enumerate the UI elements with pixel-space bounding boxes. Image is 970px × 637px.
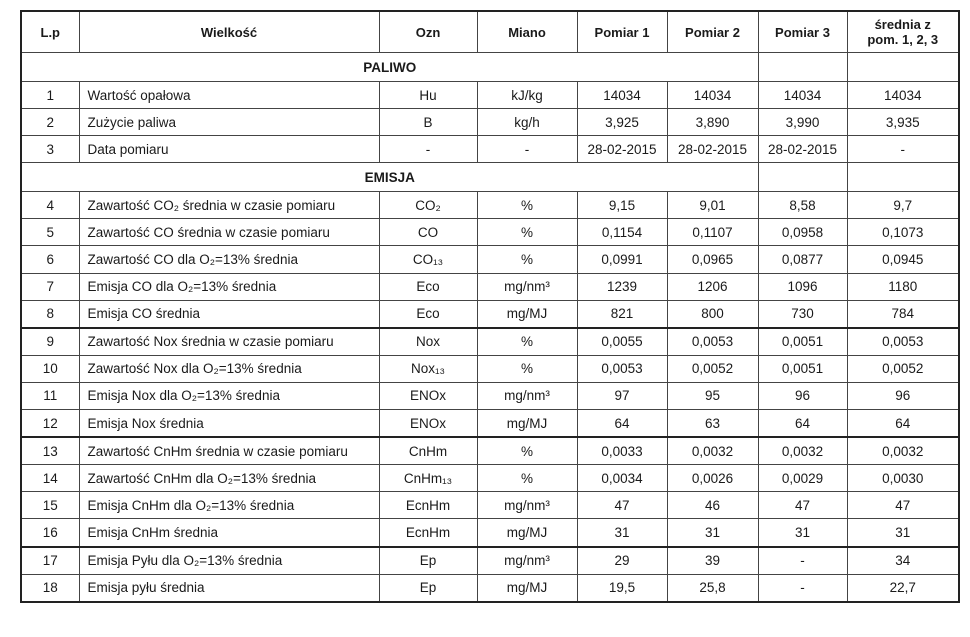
cell-pomiar-1: 19,5 xyxy=(577,574,667,602)
table-row xyxy=(21,300,959,328)
cell-pomiar-3: - xyxy=(758,574,847,602)
table-row xyxy=(21,328,959,356)
header-pomiar-3: Pomiar 3 xyxy=(758,11,847,53)
cell-srednia: 0,1073 xyxy=(847,219,959,246)
cell-miano: % xyxy=(477,437,577,465)
cell-ozn: Eco xyxy=(379,300,477,328)
cell-lp: 14 xyxy=(21,465,79,492)
cell-pomiar-1: 821 xyxy=(577,300,667,328)
cell-pomiar-3: 3,990 xyxy=(758,109,847,136)
cell-pomiar-2: 0,0026 xyxy=(667,465,758,492)
cell-pomiar-1: 1239 xyxy=(577,273,667,300)
cell-miano: mg/nm³ xyxy=(477,492,577,519)
cell-miano: % xyxy=(477,246,577,273)
cell-wielkosc: Zawartość Nox dla O₂=13% średnia xyxy=(79,355,379,382)
cell-ozn: CnHm xyxy=(379,437,477,465)
table-row xyxy=(21,82,959,109)
cell-miano: mg/nm³ xyxy=(477,547,577,575)
cell-pomiar-2: 39 xyxy=(667,547,758,575)
cell-pomiar-3: - xyxy=(758,547,847,575)
table-body xyxy=(21,53,959,602)
cell-pomiar-1: 0,0034 xyxy=(577,465,667,492)
cell-pomiar-3: 96 xyxy=(758,382,847,409)
cell-miano: kJ/kg xyxy=(477,82,577,109)
cell-lp: 2 xyxy=(21,109,79,136)
cell-pomiar-3: 0,0032 xyxy=(758,437,847,465)
cell-pomiar-1: 31 xyxy=(577,519,667,547)
cell-pomiar-3: 0,0958 xyxy=(758,219,847,246)
cell-wielkosc: Emisja CnHm dla O₂=13% średnia xyxy=(79,492,379,519)
table-row xyxy=(21,219,959,246)
cell-ozn: Nox xyxy=(379,328,477,356)
cell-lp: 17 xyxy=(21,547,79,575)
header-pomiar-1: Pomiar 1 xyxy=(577,11,667,53)
cell-ozn: ENOx xyxy=(379,410,477,438)
cell-pomiar-1: 28-02-2015 xyxy=(577,136,667,163)
cell-pomiar-1: 0,1154 xyxy=(577,219,667,246)
cell-pomiar-3: 0,0051 xyxy=(758,355,847,382)
header-wielkosc: Wielkość xyxy=(79,11,379,53)
cell-pomiar-2: 800 xyxy=(667,300,758,328)
header-pomiar-2: Pomiar 2 xyxy=(667,11,758,53)
cell-wielkosc: Zawartość Nox średnia w czasie pomiaru xyxy=(79,328,379,356)
cell-pomiar-1: 0,0033 xyxy=(577,437,667,465)
cell-miano: mg/MJ xyxy=(477,519,577,547)
section-title-paliwo: PALIWO xyxy=(21,53,758,82)
cell-pomiar-2: 31 xyxy=(667,519,758,547)
cell-wielkosc: Emisja Nox średnia xyxy=(79,410,379,438)
cell-wielkosc: Emisja Nox dla O₂=13% średnia xyxy=(79,382,379,409)
table-row xyxy=(21,519,959,547)
section-title-emisja: EMISJA xyxy=(21,163,758,192)
table-row xyxy=(21,410,959,438)
cell-miano: mg/MJ xyxy=(477,410,577,438)
cell-miano: - xyxy=(477,136,577,163)
cell-pomiar-2: 46 xyxy=(667,492,758,519)
cell-pomiar-3: 31 xyxy=(758,519,847,547)
table-row xyxy=(21,109,959,136)
cell-lp: 3 xyxy=(21,136,79,163)
cell-ozn: CO xyxy=(379,219,477,246)
cell-ozn: Nox₁₃ xyxy=(379,355,477,382)
section-empty-cell xyxy=(847,53,959,82)
section-row-paliwo xyxy=(21,53,959,82)
cell-wielkosc: Emisja pyłu średnia xyxy=(79,574,379,602)
cell-ozn: Ep xyxy=(379,574,477,602)
cell-pomiar-1: 0,0053 xyxy=(577,355,667,382)
cell-pomiar-1: 47 xyxy=(577,492,667,519)
cell-miano: % xyxy=(477,465,577,492)
table-row xyxy=(21,355,959,382)
cell-pomiar-1: 0,0991 xyxy=(577,246,667,273)
cell-srednia: 22,7 xyxy=(847,574,959,602)
cell-pomiar-2: 0,0053 xyxy=(667,328,758,356)
cell-srednia: - xyxy=(847,136,959,163)
measurement-table xyxy=(20,10,960,603)
cell-pomiar-2: 9,01 xyxy=(667,192,758,219)
cell-srednia: 3,935 xyxy=(847,109,959,136)
cell-lp: 4 xyxy=(21,192,79,219)
cell-pomiar-2: 0,0965 xyxy=(667,246,758,273)
header-srednia: średnia z pom. 1, 2, 3 xyxy=(847,11,959,53)
header-ozn: Ozn xyxy=(379,11,477,53)
cell-srednia: 784 xyxy=(847,300,959,328)
cell-pomiar-2: 0,0032 xyxy=(667,437,758,465)
cell-pomiar-1: 0,0055 xyxy=(577,328,667,356)
section-empty-cell xyxy=(847,163,959,192)
cell-ozn: CO₂ xyxy=(379,192,477,219)
cell-pomiar-1: 64 xyxy=(577,410,667,438)
cell-pomiar-2: 25,8 xyxy=(667,574,758,602)
cell-wielkosc: Wartość opałowa xyxy=(79,82,379,109)
cell-srednia: 9,7 xyxy=(847,192,959,219)
cell-pomiar-2: 0,1107 xyxy=(667,219,758,246)
cell-wielkosc: Zawartość CO dla O₂=13% średnia xyxy=(79,246,379,273)
cell-lp: 8 xyxy=(21,300,79,328)
table-row xyxy=(21,246,959,273)
cell-ozn: ENOx xyxy=(379,382,477,409)
cell-ozn: EcnHm xyxy=(379,519,477,547)
cell-miano: % xyxy=(477,328,577,356)
cell-srednia: 64 xyxy=(847,410,959,438)
cell-pomiar-3: 730 xyxy=(758,300,847,328)
cell-pomiar-3: 47 xyxy=(758,492,847,519)
cell-pomiar-2: 95 xyxy=(667,382,758,409)
header-miano: Miano xyxy=(477,11,577,53)
cell-pomiar-1: 14034 xyxy=(577,82,667,109)
section-row-emisja xyxy=(21,163,959,192)
cell-pomiar-3: 0,0051 xyxy=(758,328,847,356)
cell-ozn: Hu xyxy=(379,82,477,109)
cell-pomiar-2: 1206 xyxy=(667,273,758,300)
cell-srednia: 34 xyxy=(847,547,959,575)
cell-lp: 5 xyxy=(21,219,79,246)
cell-lp: 18 xyxy=(21,574,79,602)
cell-miano: mg/nm³ xyxy=(477,273,577,300)
section-empty-cell xyxy=(758,53,847,82)
cell-wielkosc: Emisja CnHm średnia xyxy=(79,519,379,547)
cell-lp: 15 xyxy=(21,492,79,519)
table-row xyxy=(21,574,959,602)
cell-pomiar-3: 14034 xyxy=(758,82,847,109)
cell-miano: kg/h xyxy=(477,109,577,136)
cell-miano: mg/nm³ xyxy=(477,382,577,409)
cell-srednia: 0,0052 xyxy=(847,355,959,382)
cell-pomiar-3: 0,0029 xyxy=(758,465,847,492)
cell-pomiar-1: 9,15 xyxy=(577,192,667,219)
cell-wielkosc: Emisja CO dla O₂=13% średnia xyxy=(79,273,379,300)
table-row xyxy=(21,492,959,519)
cell-miano: % xyxy=(477,192,577,219)
cell-wielkosc: Emisja CO średnia xyxy=(79,300,379,328)
cell-srednia: 0,0945 xyxy=(847,246,959,273)
cell-wielkosc: Zawartość CnHm średnia w czasie pomiaru xyxy=(79,437,379,465)
cell-lp: 16 xyxy=(21,519,79,547)
cell-miano: % xyxy=(477,219,577,246)
cell-srednia: 31 xyxy=(847,519,959,547)
cell-pomiar-2: 14034 xyxy=(667,82,758,109)
table-row xyxy=(21,547,959,575)
cell-lp: 13 xyxy=(21,437,79,465)
cell-pomiar-1: 29 xyxy=(577,547,667,575)
cell-srednia: 0,0032 xyxy=(847,437,959,465)
cell-pomiar-2: 0,0052 xyxy=(667,355,758,382)
cell-pomiar-3: 8,58 xyxy=(758,192,847,219)
cell-lp: 9 xyxy=(21,328,79,356)
cell-wielkosc: Zużycie paliwa xyxy=(79,109,379,136)
cell-lp: 1 xyxy=(21,82,79,109)
cell-wielkosc: Data pomiaru xyxy=(79,136,379,163)
cell-miano: mg/MJ xyxy=(477,300,577,328)
section-empty-cell xyxy=(758,163,847,192)
table-row xyxy=(21,136,959,163)
table-row xyxy=(21,437,959,465)
cell-wielkosc: Zawartość CO₂ średnia w czasie pomiaru xyxy=(79,192,379,219)
cell-pomiar-3: 0,0877 xyxy=(758,246,847,273)
cell-lp: 12 xyxy=(21,410,79,438)
cell-miano: mg/MJ xyxy=(477,574,577,602)
table-row xyxy=(21,382,959,409)
cell-pomiar-2: 63 xyxy=(667,410,758,438)
cell-ozn: - xyxy=(379,136,477,163)
cell-ozn: B xyxy=(379,109,477,136)
cell-wielkosc: Zawartość CO średnia w czasie pomiaru xyxy=(79,219,379,246)
cell-ozn: EcnHm xyxy=(379,492,477,519)
cell-srednia: 1180 xyxy=(847,273,959,300)
table-row xyxy=(21,192,959,219)
cell-pomiar-1: 3,925 xyxy=(577,109,667,136)
cell-wielkosc: Emisja Pyłu dla O₂=13% średnia xyxy=(79,547,379,575)
header-row xyxy=(21,11,959,53)
cell-lp: 7 xyxy=(21,273,79,300)
header-lp: L.p xyxy=(21,11,79,53)
table-row xyxy=(21,273,959,300)
cell-wielkosc: Zawartość CnHm dla O₂=13% średnia xyxy=(79,465,379,492)
cell-lp: 10 xyxy=(21,355,79,382)
cell-lp: 11 xyxy=(21,382,79,409)
cell-ozn: CO₁₃ xyxy=(379,246,477,273)
cell-pomiar-3: 64 xyxy=(758,410,847,438)
cell-ozn: Ep xyxy=(379,547,477,575)
cell-srednia: 47 xyxy=(847,492,959,519)
cell-miano: % xyxy=(477,355,577,382)
cell-srednia: 0,0030 xyxy=(847,465,959,492)
cell-srednia: 96 xyxy=(847,382,959,409)
cell-srednia: 0,0053 xyxy=(847,328,959,356)
cell-pomiar-3: 28-02-2015 xyxy=(758,136,847,163)
cell-pomiar-2: 3,890 xyxy=(667,109,758,136)
cell-srednia: 14034 xyxy=(847,82,959,109)
cell-pomiar-1: 97 xyxy=(577,382,667,409)
cell-pomiar-3: 1096 xyxy=(758,273,847,300)
cell-ozn: CnHm₁₃ xyxy=(379,465,477,492)
cell-pomiar-2: 28-02-2015 xyxy=(667,136,758,163)
cell-ozn: Eco xyxy=(379,273,477,300)
cell-lp: 6 xyxy=(21,246,79,273)
table-row xyxy=(21,465,959,492)
